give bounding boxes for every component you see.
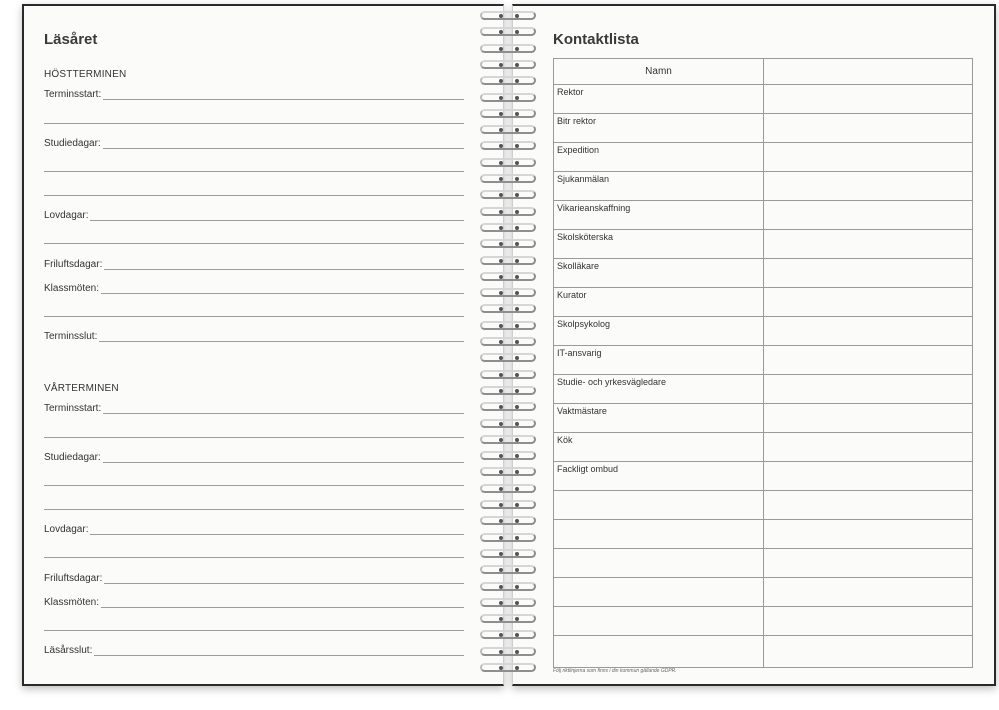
contact-role-label: IT-ansvarig xyxy=(557,348,602,358)
spiral-coil xyxy=(478,303,540,315)
spiral-coil xyxy=(478,434,540,446)
spiral-coil xyxy=(478,369,540,381)
contact-role-label: Studie- och yrkesvägledare xyxy=(557,377,667,387)
contact-table xyxy=(553,58,973,668)
spiral-coil xyxy=(478,26,540,38)
autumn-holidays-field[interactable] xyxy=(44,207,464,223)
spring-class-meetings-field[interactable] xyxy=(44,594,464,610)
blank-line[interactable] xyxy=(44,171,464,172)
table-row[interactable] xyxy=(554,287,972,317)
spiral-coil xyxy=(478,613,540,625)
spiral-coil xyxy=(478,238,540,250)
autumn-heading: HÖSTTERMINEN xyxy=(44,69,127,80)
spiral-coil xyxy=(478,597,540,609)
table-row[interactable] xyxy=(554,200,972,230)
spiral-binding xyxy=(478,10,540,680)
spring-class-meetings-label: Klassmöten: xyxy=(44,597,100,608)
blank-line[interactable] xyxy=(44,509,464,510)
autumn-class-meetings-field[interactable] xyxy=(44,280,464,296)
table-row[interactable] xyxy=(554,461,972,491)
spring-start-field[interactable] xyxy=(44,400,464,416)
spiral-coil xyxy=(478,466,540,478)
spiral-coil xyxy=(478,255,540,267)
autumn-class-meetings-label: Klassmöten: xyxy=(44,283,100,294)
contact-role-label: Rektor xyxy=(557,87,584,97)
spiral-coil xyxy=(478,401,540,413)
spiral-coil xyxy=(478,450,540,462)
spiral-coil xyxy=(478,92,540,104)
table-row[interactable] xyxy=(554,490,972,520)
gdpr-footnote: Följ riktlinjerna som finns i din kommun gällande GDPR. xyxy=(553,668,677,674)
spiral-coil xyxy=(478,629,540,641)
spiral-coil xyxy=(478,108,540,120)
spiral-coil xyxy=(478,352,540,364)
table-row[interactable] xyxy=(554,519,972,549)
blank-line[interactable] xyxy=(44,485,464,486)
autumn-outdoor-days-label: Friluftsdagar: xyxy=(44,259,103,270)
spiral-coil xyxy=(478,157,540,169)
blank-line[interactable] xyxy=(44,316,464,317)
spring-outdoor-days-field[interactable] xyxy=(44,570,464,586)
spiral-coil xyxy=(478,59,540,71)
page-title-kontaktlista: Kontaktlista xyxy=(553,31,639,48)
contact-role-label: Skolsköterska xyxy=(557,232,614,242)
contact-role-label: Vaktmästare xyxy=(557,406,607,416)
spiral-coil xyxy=(478,271,540,283)
spiral-coil xyxy=(478,43,540,55)
table-row[interactable] xyxy=(554,316,972,346)
spring-holidays-field[interactable] xyxy=(44,521,464,537)
spring-study-days-label: Studiedagar: xyxy=(44,452,101,463)
table-row[interactable] xyxy=(554,229,972,259)
spiral-coil xyxy=(478,173,540,185)
spring-end-label: Läsårsslut: xyxy=(44,645,93,656)
table-row[interactable] xyxy=(554,548,972,578)
spiral-coil xyxy=(478,662,540,674)
contact-role-label: Sjukanmälan xyxy=(557,174,610,184)
spring-study-days-field[interactable] xyxy=(44,449,464,465)
right-page xyxy=(512,4,996,686)
table-row[interactable] xyxy=(554,606,972,636)
table-row[interactable] xyxy=(554,142,972,172)
spiral-coil xyxy=(478,287,540,299)
table-row[interactable] xyxy=(554,258,972,288)
spiral-coil xyxy=(478,646,540,658)
autumn-holidays-label: Lovdagar: xyxy=(44,210,89,221)
table-row[interactable] xyxy=(554,374,972,404)
autumn-study-days-field[interactable] xyxy=(44,135,464,151)
left-page xyxy=(22,4,504,686)
spiral-coil xyxy=(478,140,540,152)
spiral-coil xyxy=(478,532,540,544)
table-row[interactable] xyxy=(554,345,972,375)
spiral-coil xyxy=(478,483,540,495)
column-header-name: Namn xyxy=(645,66,672,77)
contact-role-label: Fackligt ombud xyxy=(557,464,619,474)
blank-line[interactable] xyxy=(44,195,464,196)
spiral-coil xyxy=(478,75,540,87)
contact-role-label: Kök xyxy=(557,435,573,445)
contact-role-label: Skolläkare xyxy=(557,261,600,271)
autumn-outdoor-days-field[interactable] xyxy=(44,256,464,272)
contact-role-label: Bitr rektor xyxy=(557,116,597,126)
spiral-coil xyxy=(478,222,540,234)
spiral-coil xyxy=(478,124,540,136)
autumn-start-field[interactable] xyxy=(44,86,464,102)
blank-line[interactable] xyxy=(44,437,464,438)
blank-line[interactable] xyxy=(44,630,464,631)
spiral-coil xyxy=(478,10,540,22)
spiral-coil xyxy=(478,385,540,397)
spiral-coil xyxy=(478,320,540,332)
spring-holidays-label: Lovdagar: xyxy=(44,524,89,535)
table-row[interactable] xyxy=(554,403,972,433)
spiral-coil xyxy=(478,515,540,527)
spring-start-label: Terminsstart: xyxy=(44,403,102,414)
autumn-start-label: Terminsstart: xyxy=(44,89,102,100)
spiral-coil xyxy=(478,499,540,511)
spiral-coil xyxy=(478,548,540,560)
contact-role-label: Vikarieanskaffning xyxy=(557,203,631,213)
page-title-lasaret: Läsåret xyxy=(44,31,98,48)
spiral-coil xyxy=(478,336,540,348)
spiral-coil xyxy=(478,206,540,218)
blank-line[interactable] xyxy=(44,123,464,124)
autumn-end-field[interactable] xyxy=(44,328,464,344)
autumn-end-label: Terminsslut: xyxy=(44,331,98,342)
table-row[interactable] xyxy=(554,84,972,114)
spring-outdoor-days-label: Friluftsdagar: xyxy=(44,573,103,584)
contact-role-label: Expedition xyxy=(557,145,600,155)
table-row[interactable] xyxy=(554,577,972,607)
blank-line[interactable] xyxy=(44,557,464,558)
spring-end-field[interactable] xyxy=(44,642,464,658)
spiral-coil xyxy=(478,564,540,576)
contact-role-label: Kurator xyxy=(557,290,587,300)
table-row[interactable] xyxy=(554,432,972,462)
table-row[interactable] xyxy=(554,113,972,143)
table-row[interactable] xyxy=(554,635,972,665)
autumn-study-days-label: Studiedagar: xyxy=(44,138,101,149)
spiral-coil xyxy=(478,581,540,593)
spring-heading: VÅRTERMINEN xyxy=(44,383,119,394)
spiral-coil xyxy=(478,189,540,201)
table-row[interactable] xyxy=(554,171,972,201)
spiral-coil xyxy=(478,418,540,430)
contact-role-label: Skolpsykolog xyxy=(557,319,611,329)
blank-line[interactable] xyxy=(44,243,464,244)
